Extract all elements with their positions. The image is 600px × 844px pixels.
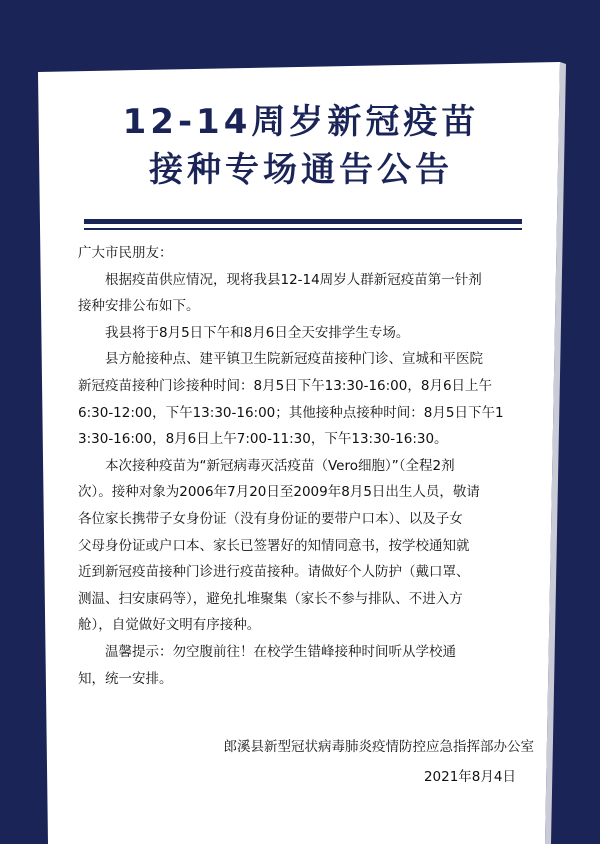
paragraph-line: 我县将于8月5日下午和8月6日全天安排学生专场。 bbox=[105, 324, 410, 341]
paragraph-schedule-overview bbox=[78, 320, 540, 347]
paragraph-line: 父母身份证或户口本、家长已签署好的知情同意书，按学校通知就 bbox=[78, 537, 470, 554]
paragraph-line: 接种安排公布如下。 bbox=[78, 298, 200, 315]
notice-body bbox=[78, 238, 540, 692]
paragraph-line: 近到新冠疫苗接种门诊进行疫苗接种。请做好个人防护（戴口罩、 bbox=[78, 564, 470, 581]
paragraph-line: 次）。接种对象为2006年7月20日至2009年8月5日出生人员，敬请 bbox=[78, 484, 480, 501]
paragraph-line: 本次接种疫苗为“新冠病毒灭活疫苗（Vero细胞）”（全程2剂 bbox=[105, 457, 455, 474]
paragraph-line: 舱），自觉做好文明有序接种。 bbox=[78, 617, 261, 634]
paragraph-line: 温馨提示：勿空腹前往！在校学生错峰接种时间听从学校通 bbox=[105, 643, 456, 660]
paragraph-vaccine-details bbox=[78, 453, 540, 639]
paragraph-vaccination-times bbox=[78, 346, 540, 452]
paragraph-line: 各位家长携带子女身份证（没有身份证的要带户口本）、以及子女 bbox=[78, 510, 463, 527]
notice-title-line-2: 接种专场通告公告 bbox=[149, 150, 453, 190]
issue-date: 2021年8月4日 bbox=[423, 769, 516, 785]
title-divider-thin bbox=[84, 228, 522, 230]
paragraph-line: 知，统一安排。 bbox=[78, 670, 173, 687]
paragraph-line: 新冠疫苗接种门诊接种时间：8月5日下午13:30-16:00，8月6日上午 bbox=[78, 377, 493, 394]
notice-title-line-1: 12-14周岁新冠疫苗 bbox=[122, 102, 480, 142]
paragraph-line: 6:30-12:00，下午13:30-16:00；其他接种点接种时间：8月5日下午1 bbox=[78, 404, 504, 421]
paragraph-line: 根据疫苗供应情况，现将我县12-14周岁人群新冠疫苗第一针剂 bbox=[105, 271, 482, 288]
paragraph-line: 县方舱接种点、建平镇卫生院新冠疫苗接种门诊、宣城和平医院 bbox=[105, 351, 483, 368]
paragraph-vaccine-supply bbox=[78, 267, 540, 320]
issuing-office: 郎溪县新型冠状病毒肺炎疫情防控应急指挥部办公室 bbox=[223, 739, 534, 755]
title-divider-thick bbox=[84, 219, 522, 224]
salutation: 广大市民朋友： bbox=[78, 245, 173, 261]
paragraph-line: 3:30-16:00，8月6日上午7:00-11:30，下午13:30-16:30。 bbox=[78, 431, 448, 448]
paragraph-warm-reminder bbox=[78, 639, 540, 692]
paragraph-line: 测温、扫安康码等），避免扎堆聚集（家长不参与排队、不进入方 bbox=[78, 590, 463, 607]
